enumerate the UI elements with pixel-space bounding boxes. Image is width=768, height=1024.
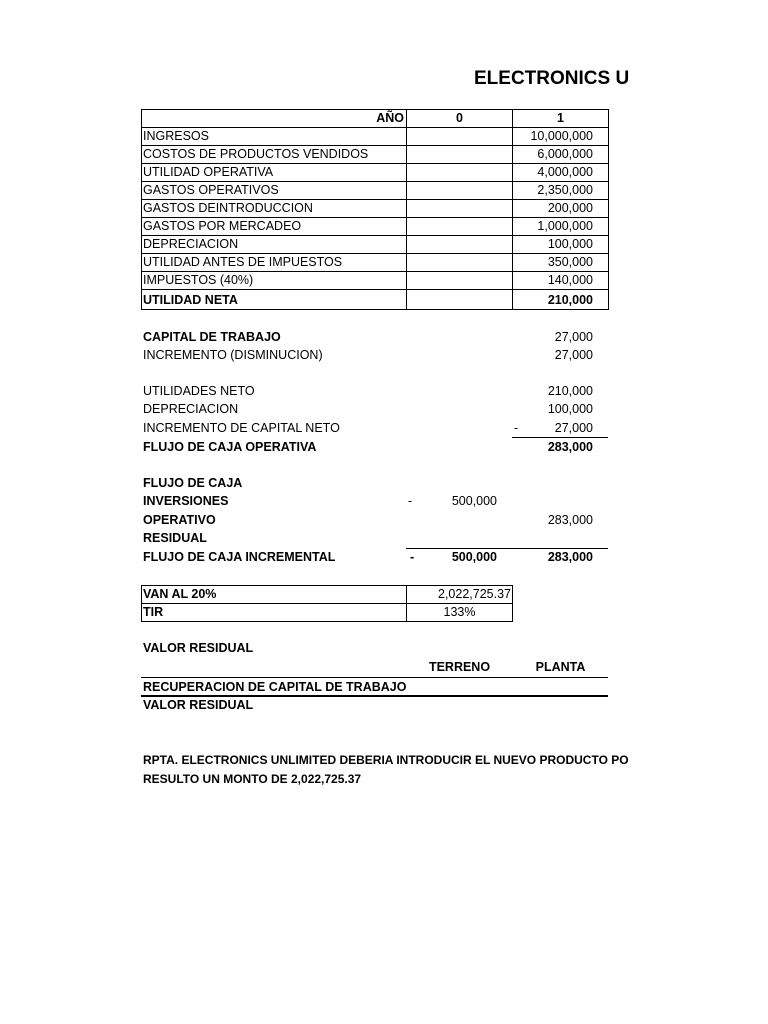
row-label: GASTOS OPERATIVOS bbox=[143, 183, 279, 197]
cf-incremental-value0: 500,000 bbox=[451, 550, 497, 564]
residual-heading: VALOR RESIDUAL bbox=[143, 641, 254, 655]
ocf-total-label: FLUJO DE CAJA OPERATIVA bbox=[143, 440, 317, 454]
cf-operativo-value: 283,000 bbox=[547, 513, 593, 527]
row-value: 4,000,000 bbox=[537, 165, 593, 179]
header-year-1: 1 bbox=[557, 111, 564, 125]
capital-label: INCREMENTO (DISMINUCION) bbox=[143, 348, 323, 362]
ocf-value: 100,000 bbox=[547, 402, 593, 416]
cf-inversiones-label: INVERSIONES bbox=[143, 494, 229, 508]
cf-incremental-value1: 283,000 bbox=[547, 550, 593, 564]
van-value: 2,022,725.37 bbox=[438, 587, 511, 601]
capital-label: CAPITAL DE TRABAJO bbox=[143, 330, 281, 344]
residual-row-recovery: RECUPERACION DE CAPITAL DE TRABAJO bbox=[143, 680, 407, 694]
ocf-total-value: 283,000 bbox=[547, 440, 593, 454]
row-label: GASTOS POR MERCADEO bbox=[143, 219, 302, 233]
answer-line-1: RPTA. ELECTRONICS UNLIMITED DEBERIA INTRODUCIR EL NUEVO PRODUCTO PO bbox=[143, 753, 629, 767]
row-label: UTILIDAD NETA bbox=[143, 293, 238, 307]
row-value: 1,000,000 bbox=[537, 219, 593, 233]
row-label: DEPRECIACION bbox=[143, 237, 239, 251]
row-value: 200,000 bbox=[547, 201, 593, 215]
cf-heading: FLUJO DE CAJA bbox=[143, 476, 243, 490]
cf-inversiones-value: 500,000 bbox=[451, 494, 497, 508]
row-label: UTILIDAD ANTES DE IMPUESTOS bbox=[143, 255, 343, 269]
cf-residual-label: RESIDUAL bbox=[143, 531, 207, 545]
residual-row-value: VALOR RESIDUAL bbox=[143, 698, 254, 712]
van-label: VAN AL 20% bbox=[143, 587, 217, 601]
row-value: 350,000 bbox=[547, 255, 593, 269]
row-label: GASTOS DEINTRODUCCION bbox=[143, 201, 313, 215]
ocf-sign: - bbox=[514, 421, 519, 435]
ocf-label: UTILIDADES NETO bbox=[143, 384, 255, 398]
residual-col-planta: PLANTA bbox=[535, 660, 586, 674]
header-year-0: 0 bbox=[456, 111, 463, 125]
ocf-value: 27,000 bbox=[554, 421, 593, 435]
cf-operativo-label: OPERATIVO bbox=[143, 513, 216, 527]
ocf-label: INCREMENTO DE CAPITAL NETO bbox=[143, 421, 340, 435]
answer-line-2: RESULTO UN MONTO DE 2,022,725.37 bbox=[143, 772, 362, 786]
row-value: 100,000 bbox=[547, 237, 593, 251]
tir-label: TIR bbox=[143, 605, 164, 619]
row-value: 10,000,000 bbox=[530, 129, 593, 143]
row-label: COSTOS DE PRODUCTOS VENDIDOS bbox=[143, 147, 369, 161]
row-label: UTILIDAD OPERATIVA bbox=[143, 165, 274, 179]
capital-value: 27,000 bbox=[554, 330, 593, 344]
row-label: IMPUESTOS (40%) bbox=[143, 273, 254, 287]
cf-incremental-label: FLUJO DE CAJA INCREMENTAL bbox=[143, 550, 336, 564]
tir-value: 133% bbox=[443, 605, 476, 619]
cf-incremental-sign: - bbox=[410, 550, 415, 564]
row-value: 2,350,000 bbox=[537, 183, 593, 197]
residual-col-terreno: TERRENO bbox=[428, 660, 491, 674]
header-year-label: AÑO bbox=[376, 111, 404, 125]
row-value: 210,000 bbox=[547, 293, 593, 307]
capital-value: 27,000 bbox=[554, 348, 593, 362]
ocf-value: 210,000 bbox=[547, 384, 593, 398]
row-label: INGRESOS bbox=[143, 129, 209, 143]
row-value: 140,000 bbox=[547, 273, 593, 287]
page-title: ELECTRONICS U bbox=[474, 68, 630, 89]
row-value: 6,000,000 bbox=[537, 147, 593, 161]
cf-inversiones-sign: - bbox=[408, 494, 413, 508]
ocf-label: DEPRECIACION bbox=[143, 402, 239, 416]
